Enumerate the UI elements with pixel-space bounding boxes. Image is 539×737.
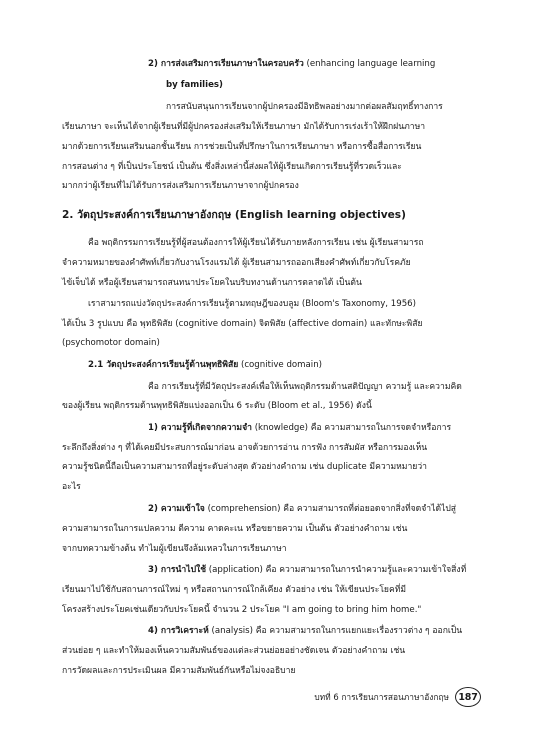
level-lead: 1) ความรู้ที่เกิดจากความจำ [148, 423, 252, 433]
paragraph-line: ของผู้เรียน พฤติกรรมด้านพุทธิพิสัยแบ่งออกเป็น 6 ระดับ (Bloom et al., 1956) ดังนี้ [62, 401, 372, 411]
paragraph-line: เรียนมาไปใช้กับสถานการณ์ใหม่ ๆ หรือสถานการณ์ใกล้เคียง ตัวอย่าง เช่น ให้เขียนประโยคที่มี [62, 585, 407, 595]
level-item-application [148, 564, 466, 576]
paragraph-line: เรียนภาษา จะเห็นได้จากผู้เรียนที่มีผู้ปกครองส่งเสริมให้เรียนภาษา มักได้รับการเร่งเร้าให้ฝึกฝนภาษา [62, 122, 426, 132]
paragraph-line: การสอนต่าง ๆ ที่เป็นประโยชน์ เป็นต้น ซึ่งสิ่งเหล่านี้ส่งผลให้ผู้เรียนเกิดการเรียนรู้ที่รวดเร็วและ [62, 162, 402, 172]
paragraph-line: คือ พฤติกรรมการเรียนรู้ที่ผู้สอนต้องการให้ผู้เรียนได้รับภายหลังการเรียน เช่น ผู้เรียนสามารถ [88, 238, 424, 248]
level-item-analysis [148, 625, 462, 637]
level-lead: 4) การวิเคราะห์ [148, 626, 209, 636]
level-lead: 3) การนำไปใช้ [148, 565, 207, 575]
heading-tail-text: (cognitive domain) [238, 360, 322, 370]
paragraph-line: ระลึกถึงสิ่งต่าง ๆ ที่ได้เคยมีประสบการณ์มาก่อน อาจด้วยการอ่าน การฟัง การสัมผัส หรือการมองเห็น [62, 443, 428, 453]
level-lead: 2) ความเข้าใจ [148, 504, 205, 514]
paragraph-line: อะไร [62, 482, 81, 492]
paragraph-line: มากด้วยการเรียนเสริมนอกชั้นเรียน การช่วยเป็นที่ปรึกษาในการเรียนภาษา หรือการซื้อสื่อการเรียน [62, 142, 422, 152]
heading-tail-text: (enhancing language learning [303, 59, 436, 69]
heading-bold-text: 2) การส่งเสริมการเรียนภาษาในครอบครัว [148, 59, 304, 69]
subsection-heading-cognitive [88, 359, 322, 371]
chapter-title: บทที่ 6 การเรียนการสอนภาษาอังกฤษ [314, 692, 449, 702]
paragraph-line: จำความหมายของคำศัพท์เกี่ยวกับงานโรงแรมได้ ผู้เรียนสามารถออกเสียงคำศัพท์เกี่ยวกับโรคภัย [62, 258, 411, 268]
paragraph-line: เราสามารถแบ่งวัตถุประสงค์การเรียนรู้ตามทฤษฎีของบลูม (Bloom's Taxonomy, 1956) [88, 299, 416, 309]
level-tail: (application) คือ ความสามารถในการนำความรู้และความเข้าใจสิ่งที่ [206, 565, 467, 575]
paragraph-line: ความสามารถในการแปลความ ตีความ คาดคะเน หรือขยายความ เป็นต้น ตัวอย่างคำถาม เช่น [62, 524, 408, 534]
paragraph-line: ส่วนย่อย ๆ และทำให้มองเห็นความสัมพันธ์ของแต่ละส่วนย่อยอย่างชัดเจน ตัวอย่างคำถาม เช่น [62, 646, 406, 656]
heading-continuation: by families) [166, 80, 223, 90]
page-footer [314, 686, 481, 708]
paragraph-line: ไข้เจ็บได้ หรือผู้เรียนสามารถสนทนาประโยคในบริบทงานด้านการตลาดได้ เป็นต้น [62, 278, 362, 288]
paragraph-line: (psychomotor domain) [62, 338, 160, 348]
paragraph-line: คือ การเรียนรู้ที่มีวัตถุประสงค์เพื่อให้เห็นพฤติกรรมด้านสติปัญญา ความรู้ และความคิด [148, 382, 462, 392]
section-heading: 2. วัตถุประสงค์การเรียนภาษาอังกฤษ (English learning objectives) [62, 209, 406, 221]
paragraph-line: ความรู้ชนิดนี้ถือเป็นความสามารถที่อยู่ระดับล่างสุด ตัวอย่างคำถาม เช่น duplicate มีความหมายว่า [62, 462, 427, 472]
paragraph-line: มากกว่าผู้เรียนที่ไม่ได้รับการส่งเสริมการเรียนภาษาจากผู้ปกครอง [62, 181, 299, 191]
level-tail: (knowledge) คือ ความสามารถในการจดจำหรือการ [251, 423, 452, 433]
subsection-heading-families [148, 58, 435, 70]
level-item-knowledge [148, 422, 451, 434]
paragraph-line: ได้เป็น 3 รูปแบบ คือ พุทธิพิสัย (cognitive domain) จิตพิสัย (affective domain) และทักษะพิสัย [62, 319, 423, 329]
paragraph-line: การวัดผลและการประเมินผล มีความสัมพันธ์กันหรือไม่จงอธิบาย [62, 666, 296, 676]
level-item-comprehension [148, 503, 456, 515]
paragraph-line: จากบทความข้างต้น ทำไมผู้เขียนจึงล้มเหลวในการเรียนภาษา [62, 544, 287, 554]
heading-bold-text: 2.1 วัตถุประสงค์การเรียนรู้ด้านพุทธิพิสัย [88, 360, 239, 370]
level-tail: (comprehension) คือ ความสามารถที่ต่อยอดจากสิ่งที่จดจำได้ไปสู่ [204, 504, 457, 514]
paragraph-line: โครงสร้างประโยคเช่นเดียวกับประโยคนี้ จำนวน 2 ประโยค "I am going to bring him home." [62, 605, 422, 615]
level-tail: (analysis) คือ ความสามารถในการแยกแยะเรื่องราวต่าง ๆ ออกเป็น [208, 626, 463, 636]
page-number-badge: 187 [455, 687, 481, 707]
paragraph-line: การสนับสนุนการเรียนจากผู้ปกครองมีอิทธิพลอย่างมากต่อผลสัมฤทธิ์ทางการ [166, 102, 443, 112]
